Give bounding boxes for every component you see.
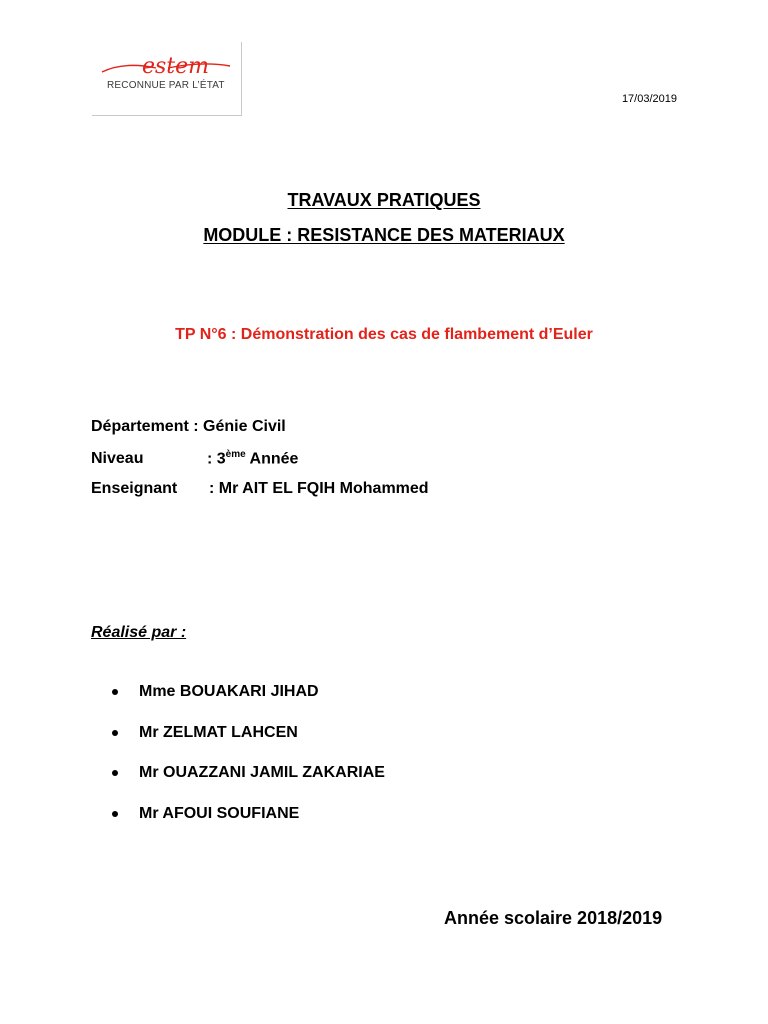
- departement-value: Génie Civil: [203, 418, 286, 435]
- member-name: Mme BOUAKARI JIHAD: [139, 683, 319, 700]
- list-item: [112, 805, 385, 846]
- estem-logo: [92, 42, 242, 116]
- annee-scolaire: Année scolaire 2018/2019: [444, 908, 663, 928]
- departement-label: Département :: [91, 418, 204, 435]
- bullet-icon: [112, 689, 118, 695]
- title-travaux-pratiques: [0, 190, 768, 211]
- info-enseignant: [91, 480, 429, 498]
- niveau-suffix: Année: [245, 450, 299, 468]
- tp-title: TP N°6 : Démonstration des cas de flambement d’Euler: [175, 326, 593, 343]
- info-niveau: [91, 449, 298, 468]
- niveau-prefix: : 3: [207, 450, 226, 468]
- info-departement: [91, 418, 286, 436]
- estem-logo-mark: [98, 50, 234, 80]
- list-item: [112, 724, 385, 765]
- title-module: [0, 225, 768, 246]
- logo-wordmark: estem: [142, 54, 210, 79]
- list-item: [112, 683, 385, 724]
- logo-subtitle: RECONNUE PAR L’ÉTAT: [107, 80, 225, 91]
- bullet-icon: [112, 730, 118, 736]
- title-line2: MODULE : RESISTANCE DES MATERIAUX: [203, 225, 565, 245]
- member-name: Mr ZELMAT LAHCEN: [139, 723, 298, 741]
- bullet-icon: [112, 811, 118, 817]
- niveau-sup: ème: [225, 449, 246, 460]
- members-list: [112, 683, 385, 845]
- enseignant-value: : Mr AIT EL FQIH Mohammed: [209, 480, 429, 497]
- list-item: [112, 764, 385, 805]
- niveau-label: Niveau: [91, 450, 144, 468]
- realise-par-heading: Réalisé par :: [91, 624, 187, 641]
- member-name: Mr AFOUI SOUFIANE: [139, 804, 300, 822]
- document-date: 17/03/2019: [621, 93, 677, 105]
- title-line1: TRAVAUX PRATIQUES: [287, 190, 481, 210]
- member-name: Mr OUAZZANI JAMIL ZAKARIAE: [139, 764, 385, 781]
- enseignant-label: Enseignant: [91, 480, 178, 497]
- bullet-icon: [112, 770, 118, 776]
